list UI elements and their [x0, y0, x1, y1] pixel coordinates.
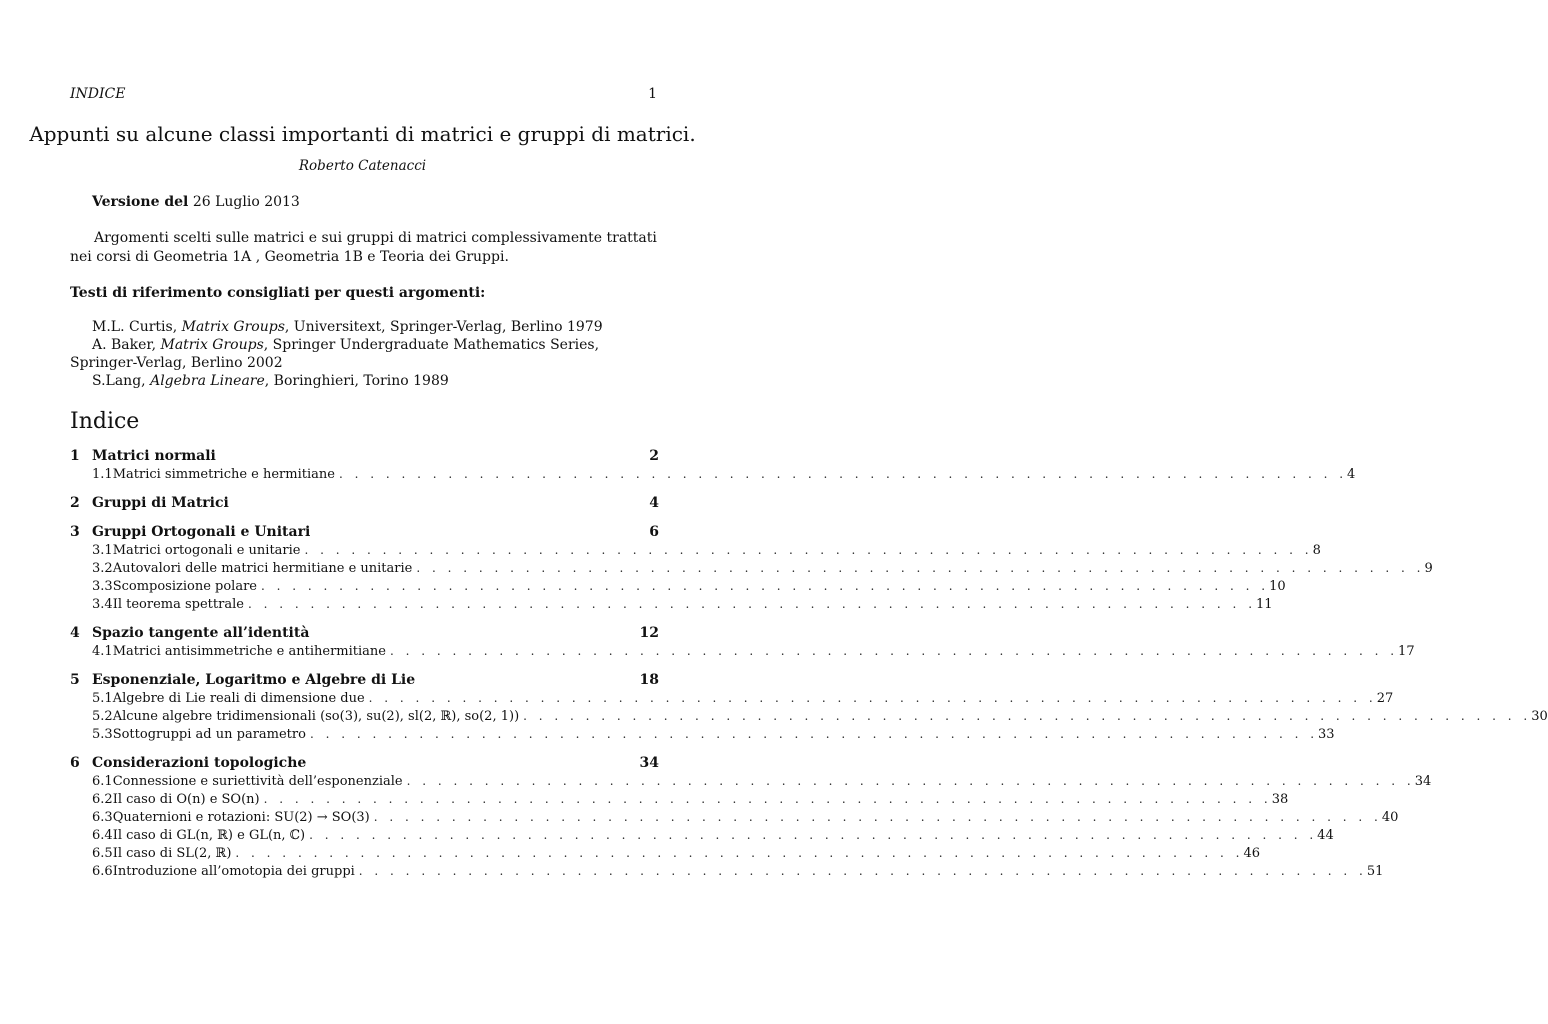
toc-section-5[interactable] [70, 672, 659, 691]
toc-subsection-page: 17 [1398, 644, 1415, 659]
toc-leader-dots: . . . . . . . . . . . . . . . . . . . . . . . . . . . . . . . . . . . . . . . . . . . . . . . . . . . . . . . . . . . . . . . . . [523, 709, 1532, 723]
toc-subsection-title: Introduzione all’omotopia dei gruppi [112, 864, 355, 879]
reference-details: , Boringhieri, Torino 1989 [264, 373, 449, 389]
toc-leader-dots: . . . . . . . . . . . . . . . . . . . . . . . . . . . . . . . . . . . . . . . . . . . . . . . . . . . . . . . . . . . . . . . . . [309, 727, 1319, 741]
reference-author: M.L. Curtis, [92, 319, 178, 335]
toc-section-title: Esponenziale, Logaritmo e Algebre di Lie [92, 672, 416, 688]
table-of-contents [70, 448, 1548, 882]
toc-subsection-3-2[interactable] [70, 561, 1433, 579]
toc-subsection-number: 3.2 [92, 561, 113, 576]
toc-subsection-page: 9 [1424, 561, 1433, 576]
toc-section-number: 2 [70, 495, 80, 511]
toc-subsection-title: Scomposizione polare [112, 579, 258, 594]
toc-subsection-page: 38 [1271, 792, 1289, 807]
toc-section-number: 4 [70, 625, 80, 641]
toc-subsection-3-1[interactable] [70, 543, 1321, 561]
reference-author: S.Lang, [92, 373, 146, 389]
toc-section-6[interactable] [70, 755, 659, 774]
toc-subsection-title: Matrici ortogonali e unitarie [112, 543, 301, 558]
toc-section-page: 2 [649, 448, 659, 464]
toc-subsection-5-2[interactable] [70, 709, 1548, 727]
toc-section-page: 6 [649, 524, 659, 540]
toc-leader-dots: . . . . . . . . . . . . . . . . . . . . . . . . . . . . . . . . . . . . . . . . . . . . . . . . . . . . . . . . . . . . . . . . . [416, 561, 1425, 575]
running-head [70, 86, 657, 102]
toc-subsection-title: Il caso di SL(2, ℝ) [112, 846, 232, 861]
toc-leader-dots: . . . . . . . . . . . . . . . . . . . . . . . . . . . . . . . . . . . . . . . . . . . . . . . . . . . . . . . . . . . . . . . . . [373, 810, 1382, 824]
toc-section-page: 4 [649, 495, 659, 511]
toc-subsection-6-5[interactable] [70, 846, 1261, 864]
reference-details: , Universitext, Springer-Verlag, Berlino 1979 [284, 319, 603, 335]
toc-subsection-6-3[interactable] [70, 810, 1399, 828]
references-list [70, 318, 660, 390]
toc-subsection-5-3[interactable] [70, 727, 1335, 745]
toc-subsection-page: 27 [1376, 691, 1394, 706]
toc-subsection-number: 5.3 [92, 727, 113, 742]
toc-section-title: Matrici normali [92, 448, 216, 464]
reference-title: Matrix Groups [160, 337, 264, 353]
toc-spacer [70, 514, 659, 524]
toc-spacer [70, 615, 659, 625]
toc-subsection-title: Algebre di Lie reali di dimensione due [112, 691, 365, 706]
toc-section-title: Considerazioni topologiche [92, 755, 307, 771]
toc-subsection-number: 3.3 [92, 579, 113, 594]
toc-subsection-4-1[interactable] [70, 644, 1415, 662]
toc-section-number: 1 [70, 448, 80, 464]
toc-subsection-6-2[interactable] [70, 792, 1289, 810]
toc-leader-dots: . . . . . . . . . . . . . . . . . . . . . . . . . . . . . . . . . . . . . . . . . . . . . . . . . . . . . . . . . . . . . . . . . [406, 774, 1415, 788]
toc-section-number: 6 [70, 755, 80, 771]
version-date: 26 Luglio 2013 [192, 194, 300, 210]
toc-subsection-page: 44 [1317, 828, 1334, 843]
toc-subsection-number: 3.4 [92, 597, 113, 612]
toc-subsection-number: 3.1 [92, 543, 113, 558]
toc-subsection-number: 1.1 [92, 467, 113, 482]
toc-subsection-page: 33 [1318, 727, 1335, 742]
toc-section-page: 12 [639, 625, 659, 641]
toc-subsection-number: 6.5 [92, 846, 113, 861]
toc-heading: Indice [70, 409, 140, 434]
reference-item [70, 372, 660, 390]
toc-subsection-number: 6.4 [92, 828, 113, 843]
toc-subsection-title: Alcune algebre tridimensionali (so(3), su(2), sl(2, ℝ), so(2, 1)) [112, 709, 520, 724]
running-head-title: INDICE [70, 86, 126, 102]
toc-leader-dots: . . . . . . . . . . . . . . . . . . . . . . . . . . . . . . . . . . . . . . . . . . . . . . . . . . . . . . . . . . . . . . . . . [261, 579, 1270, 593]
toc-leader-dots: . . . . . . . . . . . . . . . . . . . . . . . . . . . . . . . . . . . . . . . . . . . . . . . . . . . . . . . . . . . . . . . . . [247, 597, 1257, 611]
toc-leader-dots: . . . . . . . . . . . . . . . . . . . . . . . . . . . . . . . . . . . . . . . . . . . . . . . . . . . . . . . . . . . . . . . . . [304, 543, 1313, 557]
toc-section-3[interactable] [70, 524, 659, 543]
toc-section-4[interactable] [70, 625, 659, 644]
toc-leader-dots: . . . . . . . . . . . . . . . . . . . . . . . . . . . . . . . . . . . . . . . . . . . . . . . . . . . . . . . . . . . . . . . . . [389, 644, 1399, 658]
toc-spacer [70, 662, 659, 672]
toc-subsection-title: Connessione e suriettività dell’esponenziale [112, 774, 403, 789]
toc-subsection-number: 6.2 [92, 792, 113, 807]
toc-section-number: 3 [70, 524, 80, 540]
toc-subsection-page: 51 [1366, 864, 1384, 879]
toc-subsection-title: Matrici antisimmetriche e antihermitiane [112, 644, 386, 659]
toc-subsection-6-1[interactable] [70, 774, 1432, 792]
reference-details: , Springer Undergraduate Mathematics Series, Springer-Verlag, Berlino 2002 [70, 337, 600, 371]
toc-section-page: 34 [639, 755, 659, 771]
toc-subsection-page: 30 [1531, 709, 1548, 724]
toc-section-title: Gruppi Ortogonali e Unitari [92, 524, 311, 540]
reference-title: Algebra Lineare [150, 373, 265, 389]
toc-subsection-title: Il caso di GL(n, ℝ) e GL(n, ℂ) [112, 828, 306, 843]
toc-subsection-page: 10 [1269, 579, 1286, 594]
toc-subsection-title: Matrici simmetriche e hermitiane [112, 467, 335, 482]
toc-spacer [70, 485, 659, 495]
toc-section-1[interactable] [70, 448, 659, 467]
toc-subsection-6-6[interactable] [70, 864, 1384, 882]
toc-section-title: Spazio tangente all’identità [92, 625, 310, 641]
reference-author: A. Baker, [92, 337, 157, 353]
toc-section-page: 18 [639, 672, 659, 688]
toc-subsection-title: Sottogruppi ad un parametro [112, 727, 306, 742]
toc-subsection-number: 5.1 [92, 691, 113, 706]
toc-subsection-title: Il teorema spettrale [112, 597, 244, 612]
reference-item [70, 336, 660, 372]
toc-subsection-page: 46 [1243, 846, 1261, 861]
references-heading: Testi di riferimento consigliati per questi argomenti: [70, 285, 486, 301]
document-author: Roberto Catenacci [298, 158, 427, 174]
reference-item [70, 318, 660, 336]
toc-subsection-number: 5.2 [92, 709, 113, 724]
toc-subsection-page: 8 [1312, 543, 1321, 558]
toc-subsection-5-1[interactable] [70, 691, 1394, 709]
toc-subsection-number: 6.1 [92, 774, 113, 789]
toc-leader-dots: . . . . . . . . . . . . . . . . . . . . . . . . . . . . . . . . . . . . . . . . . . . . . . . . . . . . . . . . . . . . . . . . . [368, 691, 1377, 705]
reference-title: Matrix Groups [181, 319, 285, 335]
toc-subsection-3-3[interactable] [70, 579, 1286, 597]
toc-leader-dots: . . . . . . . . . . . . . . . . . . . . . . . . . . . . . . . . . . . . . . . . . . . . . . . . . . . . . . . . . . . . . . . . . [263, 792, 1272, 806]
toc-subsection-number: 6.6 [92, 864, 113, 879]
toc-subsection-page: 40 [1381, 810, 1399, 825]
document-title: Appunti su alcune classi importanti di matrici e gruppi di matrici. [29, 122, 696, 146]
toc-section-number: 5 [70, 672, 80, 688]
version-label: Versione del [92, 194, 189, 210]
toc-subsection-title: Quaternioni e rotazioni: SU(2) → SO(3) [112, 810, 370, 825]
toc-leader-dots: . . . . . . . . . . . . . . . . . . . . . . . . . . . . . . . . . . . . . . . . . . . . . . . . . . . . . . . . . . . . . . . . . [358, 864, 1367, 878]
toc-section-title: Gruppi di Matrici [92, 495, 229, 511]
version-line [92, 194, 300, 210]
abstract: Argomenti scelti sulle matrici e sui gruppi di matrici complessivamente trattati nei corsi di Geometria 1A , Geometria 1B e Teoria dei Gruppi. [70, 230, 657, 265]
toc-subsection-number: 4.1 [92, 644, 113, 659]
toc-subsection-6-4[interactable] [70, 828, 1334, 846]
toc-subsection-title: Il caso di O(n) e SO(n) [112, 792, 260, 807]
toc-leader-dots: . . . . . . . . . . . . . . . . . . . . . . . . . . . . . . . . . . . . . . . . . . . . . . . . . . . . . . . . . . . . . . . . . [338, 467, 1348, 481]
toc-subsection-page: 11 [1256, 597, 1273, 612]
toc-subsection-3-4[interactable] [70, 597, 1273, 615]
toc-leader-dots: . . . . . . . . . . . . . . . . . . . . . . . . . . . . . . . . . . . . . . . . . . . . . . . . . . . . . . . . . . . . . . . . . [309, 828, 1318, 842]
toc-section-2[interactable] [70, 495, 659, 514]
toc-subsection-title: Autovalori delle matrici hermitiane e unitarie [112, 561, 413, 576]
toc-subsection-1-1[interactable] [70, 467, 1356, 485]
toc-leader-dots: . . . . . . . . . . . . . . . . . . . . . . . . . . . . . . . . . . . . . . . . . . . . . . . . . . . . . . . . . . . . . . . . . [235, 846, 1244, 860]
toc-subsection-page: 34 [1414, 774, 1432, 789]
toc-subsection-number: 6.3 [92, 810, 113, 825]
toc-subsection-page: 4 [1347, 467, 1356, 482]
page-number: 1 [648, 86, 657, 102]
toc-spacer [70, 745, 659, 755]
